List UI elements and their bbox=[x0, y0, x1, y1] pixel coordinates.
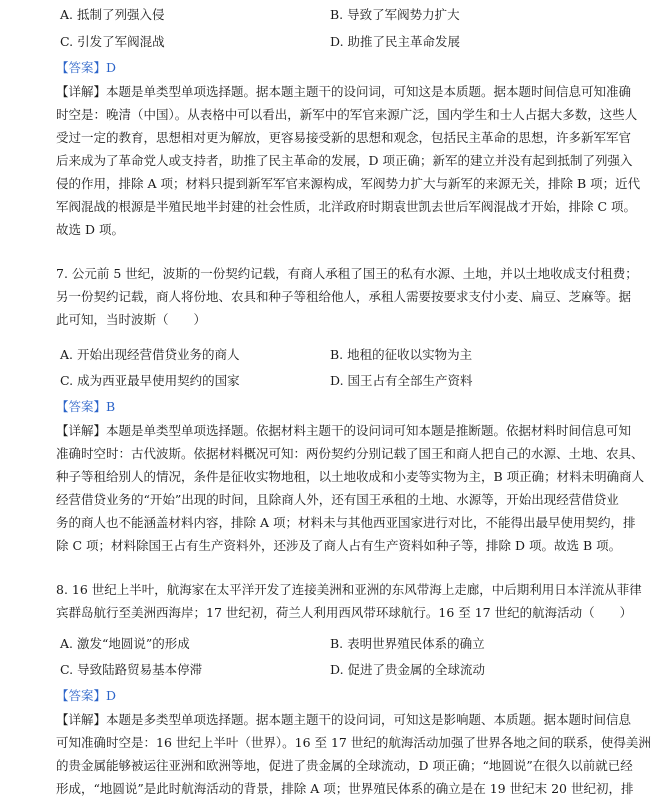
q7-option-b: B. 地租的征收以实物为主 bbox=[330, 347, 473, 362]
q8-stem-line: 8. 16 世纪上半叶，航海家在太平洋开发了连接美洲和亚洲的东风带海上走廊，中后期利用日本洋流从菲律 bbox=[56, 582, 642, 597]
q6-option-a: A. 抵制了列强入侵 bbox=[60, 7, 165, 22]
q8-option-d: D. 促进了贵金属的全球流动 bbox=[330, 662, 486, 677]
q8-explanation-line: 可知准确时空是：16 世纪上半叶（世界）。16 至 17 世纪的航海活动加强了世界各地之间的联系，使得美洲 bbox=[56, 735, 651, 750]
q8-option-b: B. 表明世界殖民体系的确立 bbox=[330, 636, 485, 651]
q7-stem-line: 此可知，当时波斯（ ） bbox=[56, 312, 207, 327]
q8-option-c: C. 导致陆路贸易基本停滞 bbox=[60, 662, 203, 677]
q8-stem bbox=[56, 578, 642, 624]
q6-explanation-line: 时空是：晚清（中国）。从表格中可以看出，新军中的军官来源广泛，国内学生和士人占据大多数，这些人 bbox=[56, 107, 638, 122]
q6-explanation-line: 侵的作用，排除 A 项；材料只提到新军军官来源构成，军阀势力扩大与新军的来源无关，排除 B 项；近代 bbox=[56, 176, 641, 191]
q7-explanation bbox=[56, 419, 645, 557]
q7-explanation-line: 【详解】本题是单类型单项选择题。依据材料主题干的设问词可知本题是推断题。依据材料时间信息可知 bbox=[56, 423, 632, 438]
q7-option-d: D. 国王占有全部生产资料 bbox=[330, 373, 473, 388]
q7-explanation-line: 务的商人也不能涵盖材料内容，排除 A 项；材料未与其他西亚国家进行对比，不能得出最早使用契约，排 bbox=[56, 515, 636, 530]
q6-explanation-line: 【详解】本题是单类型单项选择题。据本题主题干的设问词，可知这是本质题。据本题时间信息可知准确 bbox=[56, 84, 632, 99]
q7-stem bbox=[56, 262, 638, 331]
q7-explanation-line: 准确时空时：古代波斯。依据材料概况可知：两份契约分别记载了国王和商人把自己的水源、土地、农具、 bbox=[56, 446, 644, 461]
q6-explanation-line: 军阀混战的根源是半殖民地半封建的社会性质，北洋政府时期袁世凯去世后军阀混战才开始，排除 C 项。 bbox=[56, 199, 637, 214]
q6-answer: 【答案】D bbox=[56, 60, 117, 75]
q7-option-a: A. 开始出现经营借贷业务的商人 bbox=[60, 347, 240, 362]
q6-option-d: D. 助推了民主革命发展 bbox=[330, 34, 461, 49]
q8-explanation bbox=[56, 708, 651, 800]
q7-stem-line: 7. 公元前 5 世纪，波斯的一份契约记载，有商人承租了国王的私有水源、土地，并以土地收成支付租费； bbox=[56, 266, 638, 281]
q8-explanation-line: 的贵金属能够被运往亚洲和欧洲等地，促进了贵金属的全球流动，D 项正确；“地圆说”在很久以前就已经 bbox=[56, 758, 633, 773]
q7-option-c: C. 成为西亚最早使用契约的国家 bbox=[60, 373, 240, 388]
q7-answer: 【答案】B bbox=[56, 399, 116, 414]
q7-explanation-line: 除 C 项；材料除国王占有生产资料外，还涉及了商人占有生产资料如种子等，排除 D 项。故选 B 项。 bbox=[56, 538, 622, 553]
q8-option-a: A. 激发“地圆说”的形成 bbox=[60, 636, 190, 651]
q6-explanation-line: 后来成为了革命党人或支持者，助推了民主革命的发展，D 项正确；新军的建立并没有起到抵制了列强入 bbox=[56, 153, 633, 168]
q7-explanation-line: 经营借贷业务的“开始”出现的时间，且除商人外，还有国王承租的土地、水源等，开始出现经营借贷业 bbox=[56, 492, 619, 507]
q6-option-c: C. 引发了军阀混战 bbox=[60, 34, 165, 49]
q7-explanation-line: 种子等租给别人的情况，条件是征收实物地租，以土地收成和小麦等实物为主，B 项正确；材料未明确商人 bbox=[56, 469, 645, 484]
q8-explanation-line: 【详解】本题是多类型单项选择题。据本题主题干的设问词，可知这是影响题、本质题。据本题时间信息 bbox=[56, 712, 632, 727]
q6-explanation bbox=[56, 80, 641, 241]
q6-explanation-line: 受过一定的教育，思想相对更为解放，更容易接受新的思想和观念，包括民主革命的思想，许多新军军官 bbox=[56, 130, 632, 145]
q7-stem-line: 另一份契约记载，商人将份地、农具和种子等租给他人，承租人需要按要求支付小麦、扁豆、芝麻等。据 bbox=[56, 289, 632, 304]
q8-answer: 【答案】D bbox=[56, 688, 117, 703]
q8-stem-line: 宾群岛航行至美洲西海岸；17 世纪初，荷兰人利用西风带环球航行。16 至 17 世纪的航海活动（ ） bbox=[56, 605, 633, 620]
q8-explanation-line: 形成，“地圆说”是此时航海活动的背景，排除 A 项；世界殖民体系的确立是在 19 世纪末 20 世纪初，排 bbox=[56, 781, 634, 796]
q6-explanation-line: 故选 D 项。 bbox=[56, 222, 124, 237]
q6-option-b: B. 导致了军阀势力扩大 bbox=[330, 7, 460, 22]
